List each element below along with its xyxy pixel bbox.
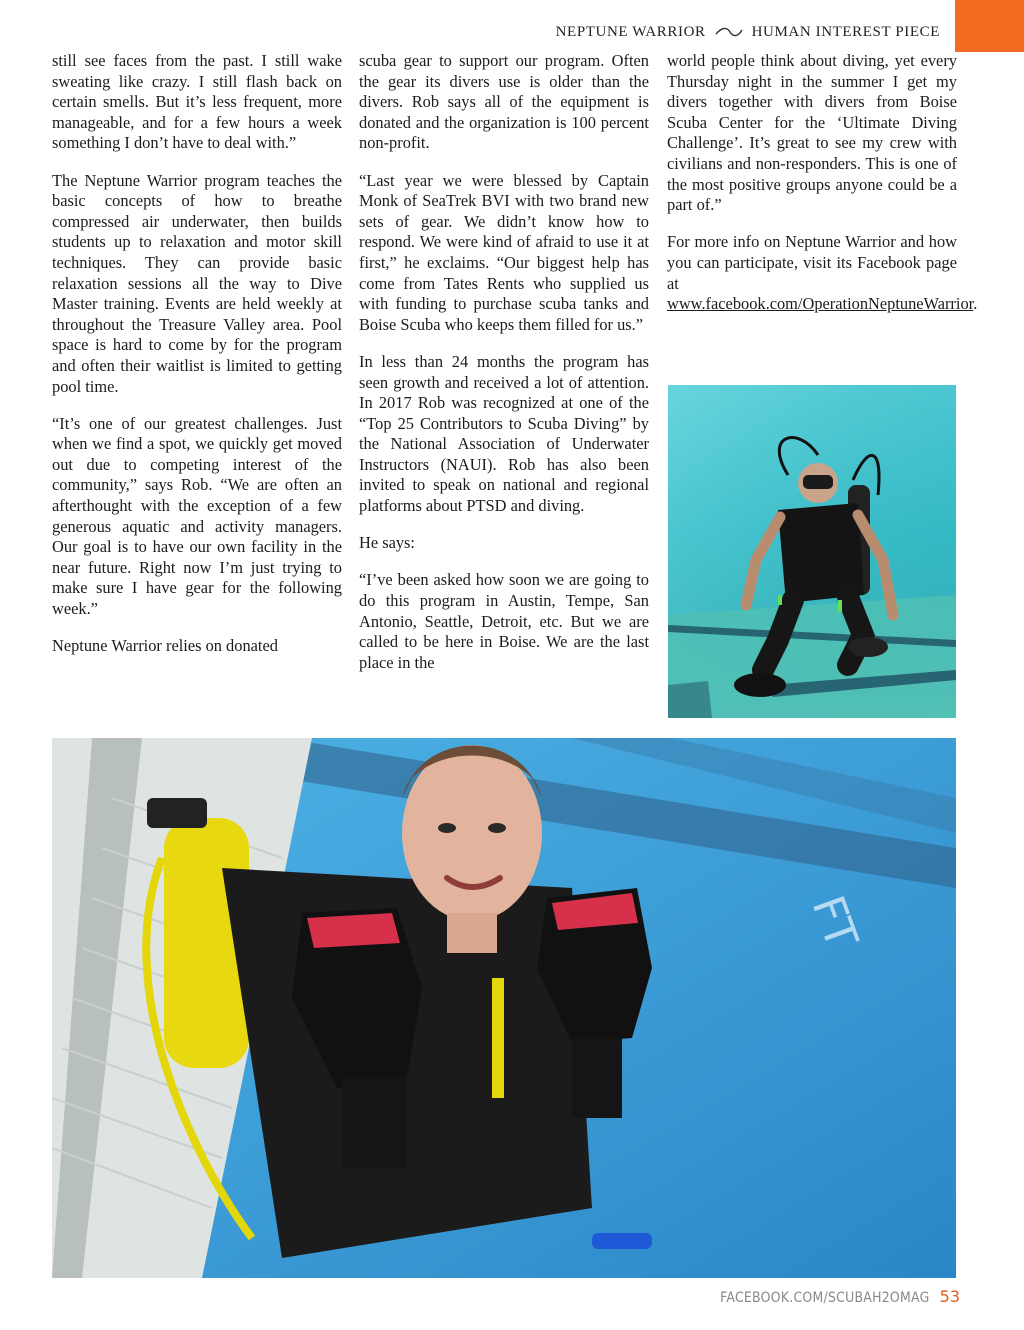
more-info-text: For more info on Neptune Warrior and how you can participate, visit its Facebook page at (667, 232, 957, 293)
woman-scuba-pool-photo (52, 738, 956, 1278)
pool-edge-illustration (52, 738, 956, 1278)
svg-text:FT: FT (801, 889, 868, 956)
paragraph: scuba gear to support our program. Often the gear its divers use is older than the divers. Rob says all of the equipment is donated and the organization is 100 percent non-profit. (359, 51, 649, 153)
paragraph: world people think about diving, yet every Thursday night in the summer I get my divers together with divers from Boise Scuba Center for the ‘Ultimate Diving Challenge’. It’s great to see my crew with civilians and non-responders. This is one of the most positive groups anyone could be a part of.” (667, 51, 957, 215)
article-column-1 (52, 51, 342, 673)
article-column-3 (667, 51, 978, 331)
more-info-end: . (973, 294, 978, 314)
article-column-2 (359, 51, 649, 690)
paragraph: The Neptune Warrior program teaches the basic concepts of how to breathe compressed air underwater, then builds students up to relaxation and motor skill techniques. They can provide basic relaxation sessions all the way to Dive Master training. Events are held weekly at throughout the Treasure Valley area. Pool space is hard to come by for the program and often their waitlist is limited to getting pool time. (52, 170, 342, 396)
running-header (470, 20, 940, 44)
paragraph: “It’s one of our greatest challenges. Just when we find a spot, we quickly get moved out due to competing interest of the community,” says Rob. “We are often an afterthought with the exception of a few generous aquatic and activity managers. Our goal is to have our own facility in the near future. Right now I’m just trying to make sure I have gear for the following week.” (52, 413, 342, 619)
paragraph: He says: (359, 533, 415, 553)
paragraph-more-info (667, 232, 978, 314)
header-section: NEPTUNE WARRIOR (555, 23, 706, 40)
page-number: 53 (939, 1287, 960, 1306)
paragraph: Neptune Warrior relies on donated (52, 636, 278, 656)
footer-site: FACEBOOK.COM/SCUBAH2OMAG (720, 1290, 930, 1306)
page-footer (660, 1287, 960, 1309)
tilde-divider-icon (714, 25, 744, 39)
paragraph: “Last year we were blessed by Captain Monk of SeaTrek BVI with two brand new sets of gear. We didn’t know how to respond. We were kind of afraid to use it at first,” he exclaims. “Our biggest help has come from Tates Rents who supplied us with funding to purchase scuba tanks and Boise Scuba who keeps them filled for us.” (359, 170, 649, 334)
underwater-diver-photo (668, 385, 956, 718)
paragraph: still see faces from the past. I still wake sweating like crazy. I still flash back on certain smells. But it’s less frequent, more manageable, and for a few hours a week something I don’t have to deal with.” (52, 51, 342, 153)
header-category: HUMAN INTEREST PIECE (751, 23, 940, 40)
diver-illustration (668, 385, 956, 718)
corner-accent-tab (955, 0, 1024, 52)
paragraph: In less than 24 months the program has seen growth and received a lot of attention. In 2017 Rob was recognized at one of the “Top 25 Contributors to Scuba Diving” by the National Association of Underwater Instructors (NAUI). Rob has also been invited to speak on national and regional platforms about PTSD and diving. (359, 351, 649, 516)
paragraph: “I’ve been asked how soon we are going to do this program in Austin, Tempe, San Antonio, Seattle, Detroit, etc. But we are called to be here in Boise. We are the last place in the (359, 570, 649, 672)
facebook-link[interactable]: www.facebook.com/OperationNeptuneWarrior (667, 294, 974, 314)
